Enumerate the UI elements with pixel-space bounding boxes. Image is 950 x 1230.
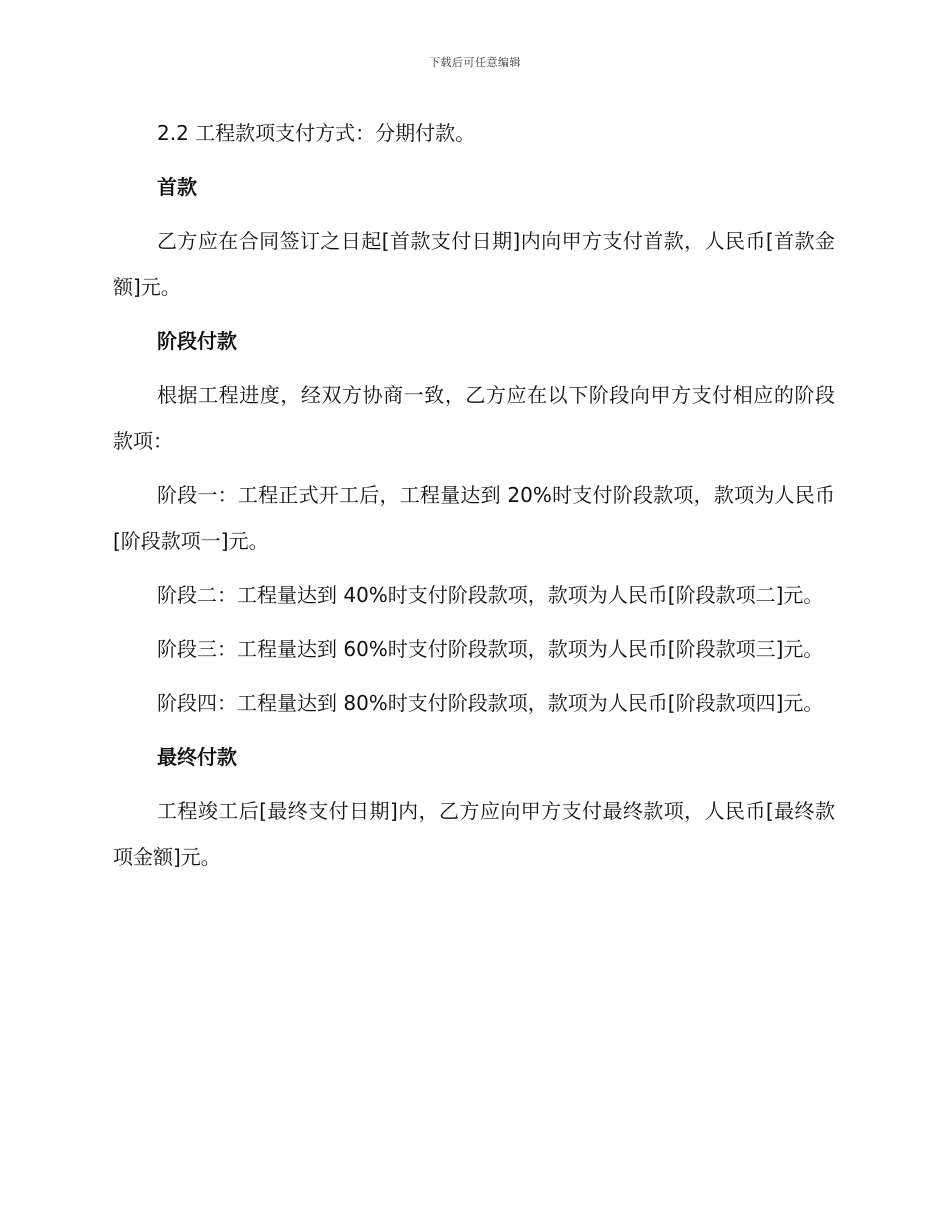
- document-body: [113, 110, 835, 888]
- down-payment-heading: 首款: [157, 175, 197, 199]
- stage-item-2: 阶段二：工程量达到 40%时支付阶段款项，款项为人民币[阶段款项二]元。: [157, 583, 824, 607]
- stage-item-1: 阶段一：工程正式开工后，工程量达到 20%时支付阶段款项，款项为人民币[阶段款项一]元。: [113, 483, 835, 553]
- stage-payment-intro: 根据工程进度，经双方协商一致，乙方应在以下阶段向甲方支付相应的阶段款项：: [113, 383, 835, 453]
- stage-item-4: 阶段四：工程量达到 80%时支付阶段款项，款项为人民币[阶段款项四]元。: [157, 691, 824, 715]
- section-title: 2.2 工程款项支付方式：分期付款。: [157, 121, 476, 145]
- stage-item-3: 阶段三：工程量达到 60%时支付阶段款项，款项为人民币[阶段款项三]元。: [157, 637, 824, 661]
- final-payment-text: 工程竣工后[最终支付日期]内，乙方应向甲方支付最终款项，人民币[最终款项金额]元。: [113, 799, 835, 869]
- page-header: 下载后可任意编辑: [429, 56, 521, 69]
- final-payment-heading: 最终付款: [157, 745, 237, 769]
- stage-payment-heading: 阶段付款: [157, 329, 237, 353]
- down-payment-text: 乙方应在合同签订之日起[首款支付日期]内向甲方支付首款，人民币[首款金额]元。: [113, 229, 835, 299]
